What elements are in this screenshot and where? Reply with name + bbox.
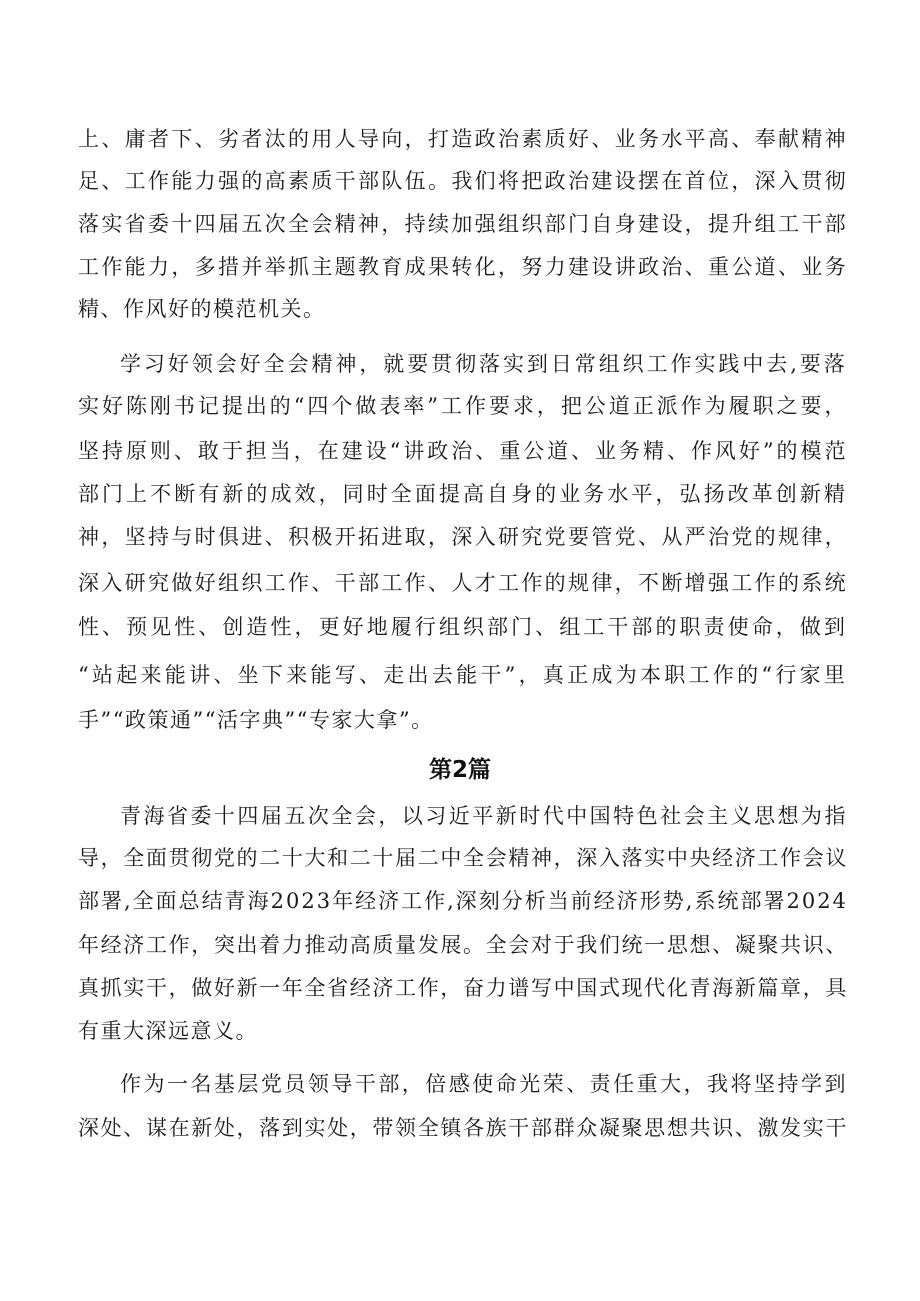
text-line: 年经济工作，突出着力推动高质量发展。全会对于我们统一思想、凝聚共识、: [78, 933, 848, 957]
text-line: 有重大深远意义。: [78, 1019, 258, 1043]
text-line: 神，坚持与时俱进、积极开拓进取，深入研究党要管党、从严治党的规律，: [78, 525, 848, 549]
text-line: 落实省委十四届五次全会精神，持续加强组织部门自身建设，提升组工干部: [78, 212, 848, 236]
text-line: 真抓实干，做好新一年全省经济工作，奋力谱写中国式现代化青海新篇章，具: [78, 976, 848, 1000]
text-line: 深入研究做好组织工作、干部工作、人才工作的规律，不断增强工作的系统: [78, 571, 848, 595]
text-line: 部署,全面总结青海2023年经济工作,深刻分析当前经济形势,系统部署2024: [78, 889, 848, 913]
text-line: 作为一名基层党员领导干部，倍感使命光荣、责任重大，我将坚持学到: [120, 1072, 848, 1096]
text-line: 实好陈刚书记提出的“四个做表率”工作要求，把公道正派作为履职之要，: [78, 394, 849, 418]
text-line: 足、工作能力强的高素质干部队伍。我们将把政治建设摆在首位，深入贯彻: [78, 169, 848, 193]
text-line: 部门上不断有新的成效，同时全面提高自身的业务水平，弘扬改革创新精: [78, 482, 848, 506]
text-line: 精、作风好的模范机关。: [78, 297, 326, 321]
text-line: 深处、谋在新处，落到实处，带领全镇各族干部群众凝聚思想共识、激发实干: [78, 1116, 848, 1140]
text-line: 性、预见性、创造性，更好地履行组织部门、组工干部的职责使命，做到: [78, 615, 848, 639]
text-line: 青海省委十四届五次全会，以习近平新时代中国特色社会主义思想为指: [120, 804, 848, 828]
text-line: 导，全面贯彻党的二十大和二十届二中全会精神，深入落实中央经济工作会议: [78, 846, 848, 870]
text-line: 学习好领会好全会精神，就要贯彻落实到日常组织工作实践中去,要落: [120, 352, 848, 376]
text-line: 上、庸者下、劣者汰的用人导向，打造政治素质好、业务水平高、奉献精神: [78, 127, 848, 151]
text-line: 手”“政策通”“活字典”“专家大拿”。: [78, 708, 434, 732]
text-line: 工作能力，多措并举抓主题教育成果转化，努力建设讲政治、重公道、业务: [78, 255, 848, 279]
text-line: “站起来能讲、坐下来能写、走出去能干”，真正成为本职工作的“行家里: [78, 663, 849, 687]
text-line: 坚持原则、敢于担当，在建设“讲政治、重公道、业务精、作风好”的模范: [78, 439, 849, 463]
section-heading: 第2篇: [428, 757, 491, 783]
